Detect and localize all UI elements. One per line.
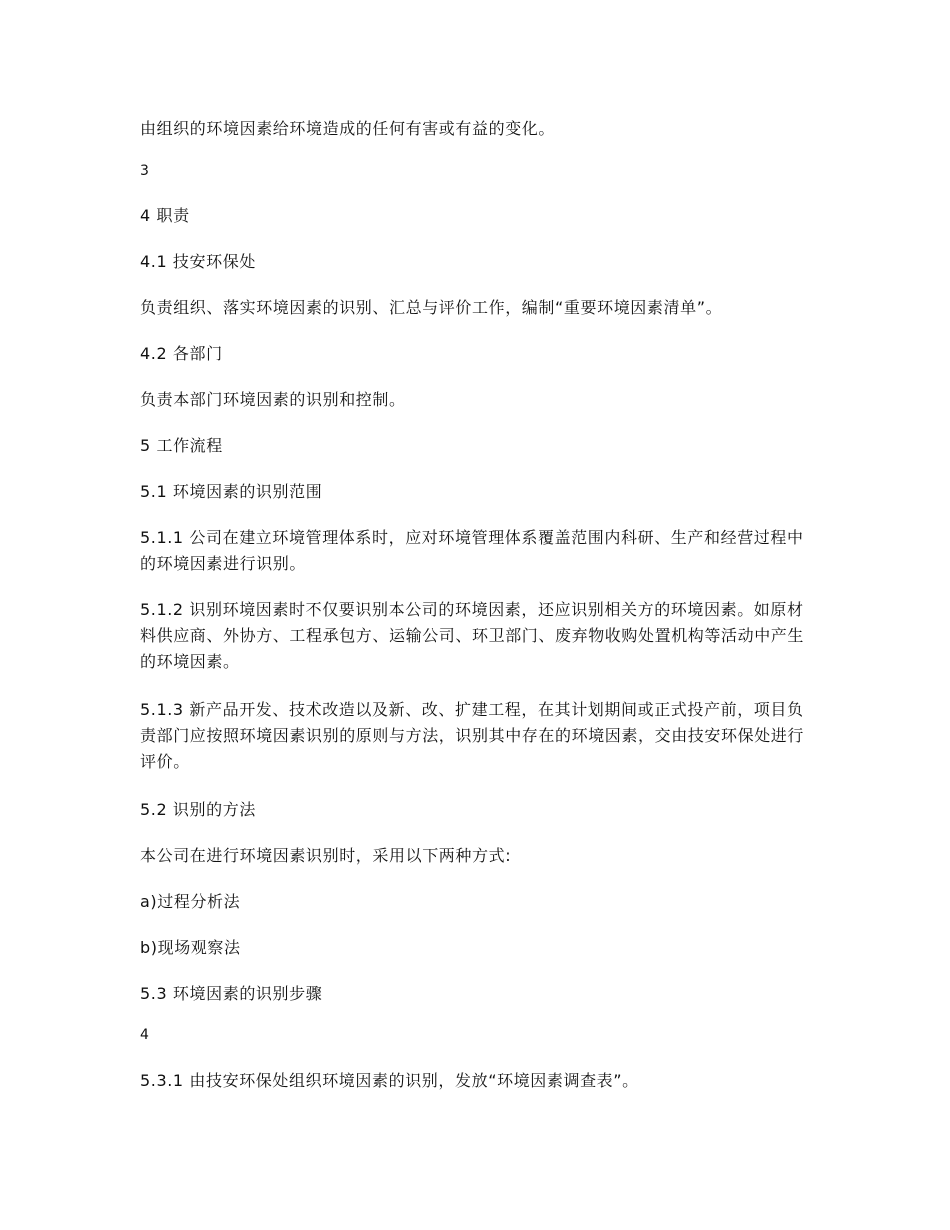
heading-responsibilities: 4 职责 (140, 206, 190, 225)
list-item-field-observation: b)现场观察法 (140, 938, 241, 957)
paragraph-department-duty: 负责本部门环境因素的识别和控制。 (140, 390, 406, 409)
paragraph-5-1-3: 5.1.3 新产品开发、技术改造以及新、改、扩建工程，在其计划期间或正式投产前，项目负责部门应按照环境因素识别的原则与方法，识别其中存在的环境因素，交由技安环保处进行评价。 (140, 700, 805, 771)
list-item-process-analysis: a)过程分析法 (140, 892, 241, 911)
heading-departments: 4.2 各部门 (140, 344, 223, 363)
heading-identification-steps: 5.3 环境因素的识别步骤 (140, 984, 323, 1003)
heading-workflow: 5 工作流程 (140, 436, 223, 455)
page-number-3: 3 (140, 163, 149, 179)
heading-identification-methods: 5.2 识别的方法 (140, 800, 256, 819)
heading-safety-env-office: 4.1 技安环保处 (140, 252, 256, 271)
paragraph-5-1-1: 5.1.1 公司在建立环境管理体系时，应对环境管理体系覆盖范围内科研、生产和经营过程中的环境因素进行识别。 (140, 528, 804, 573)
paragraph-5-1-2: 5.1.2 识别环境因素时不仅要识别本公司的环境因素，还应识别相关方的环境因素。如原材料供应商、外协方、工程承包方、运输公司、环卫部门、废弃物收购处置机构等活动中产生的环境因素。 (140, 600, 805, 671)
heading-identification-scope: 5.1 环境因素的识别范围 (140, 482, 323, 501)
paragraph-impact-definition: 由组织的环境因素给环境造成的任何有害或有益的变化。 (140, 119, 556, 138)
page-number-4: 4 (140, 1027, 149, 1043)
paragraph-methods-intro: 本公司在进行环境因素识别时，采用以下两种方式: (140, 846, 512, 865)
paragraph-office-duty: 负责组织、落实环境因素的识别、汇总与评价工作，编制“重要环境因素清单”。 (140, 298, 723, 317)
paragraph-5-3-1: 5.3.1 由技安环保处组织环境因素的识别，发放“环境因素调查表”。 (140, 1071, 639, 1090)
